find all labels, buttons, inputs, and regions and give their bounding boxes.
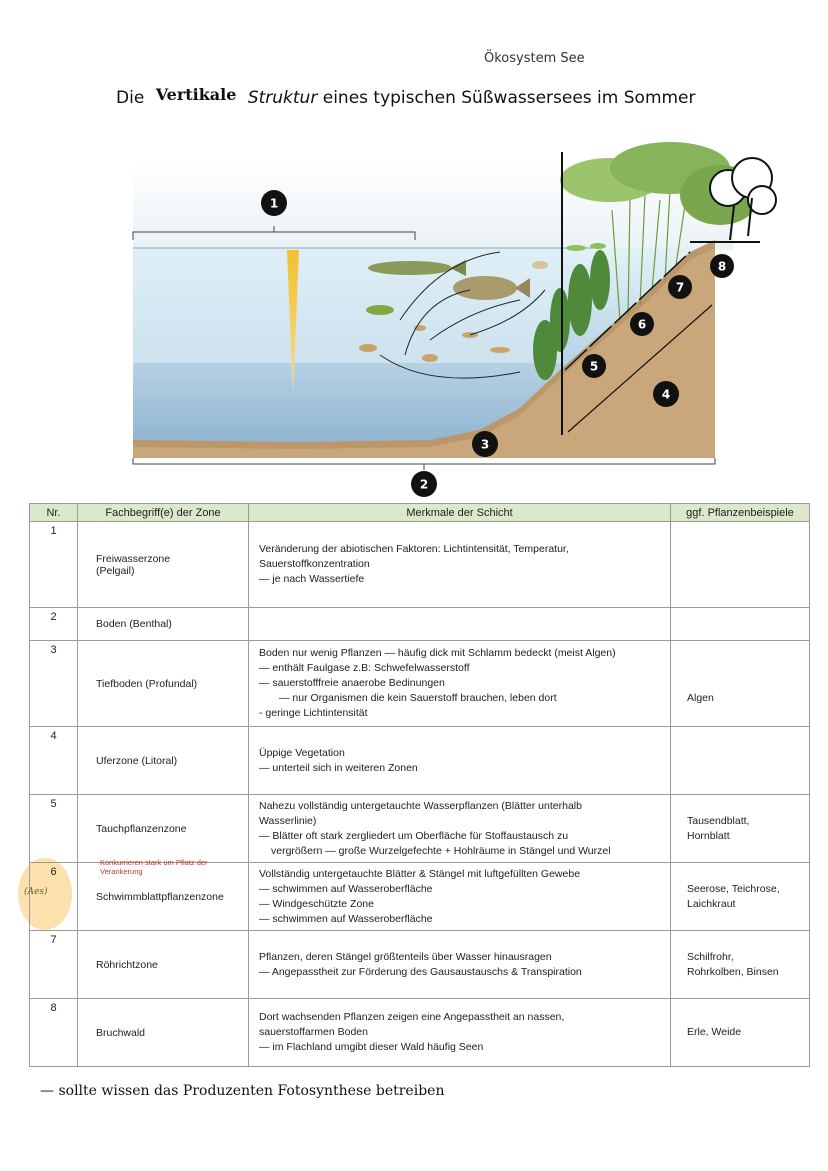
plant-line: Seerose, Teichrose, [687, 882, 780, 895]
marker-4 [653, 381, 679, 407]
zones-table [24, 503, 810, 1067]
pencil-annotation: Konkurrieren stark um Pflatz der Verankerung [100, 858, 208, 876]
marker-3-label: 3 [480, 437, 490, 452]
feature-line: sauerstoffarmen Boden [259, 1026, 368, 1038]
table-row [30, 727, 810, 795]
feature-line: — je nach Wassertiefe [259, 573, 365, 585]
row-number: 7 [30, 931, 78, 999]
marker-6-label: 6 [637, 317, 647, 332]
title-handwritten-word: Vertikale [155, 85, 237, 104]
plant-examples: Erle, Weide [671, 999, 810, 1067]
header-nr: Nr. [30, 504, 78, 522]
row-number: 2 [30, 608, 78, 641]
marker-1 [261, 190, 287, 216]
feature-line: Vollständig untergetauchte Blätter & Stängel mit luftgefüllten Gewebe [259, 867, 581, 880]
plant-examples [671, 931, 810, 999]
marker-2-label: 2 [419, 477, 429, 492]
feature-line: vergrößern — große Wurzelgefechte + Hohlräume in Stängel und Wurzel [271, 844, 611, 857]
marker-2 [411, 471, 437, 497]
zone-features [249, 522, 671, 608]
marker-3 [472, 431, 498, 457]
header-plants: ggf. Pflanzenbeispiele [671, 504, 810, 522]
row-number: 1 [30, 522, 78, 608]
marker-7-label: 7 [675, 280, 685, 295]
title-italic-word: Struktur [247, 88, 318, 108]
document-topic: Ökosystem See [484, 51, 585, 66]
feature-line: Veränderung der abiotischen Faktoren: Lichtintensität, Temperatur, [259, 543, 569, 555]
bracket-zone-2 [133, 458, 715, 470]
plant-examples [671, 522, 810, 608]
header-term: Fachbegriff(e) der Zone [78, 504, 249, 522]
page-title [116, 85, 696, 108]
marker-5-label: 5 [589, 359, 599, 374]
table-row [30, 522, 810, 608]
zone-term-line: (Pelgail) [96, 564, 135, 577]
row-number-label: 6 [50, 866, 57, 878]
zone-term: Uferzone (Litoral) [78, 727, 249, 795]
zone-term-line: Freiwasserzone [96, 552, 171, 565]
plant-examples: Algen [671, 641, 810, 727]
zone-term: Boden (Benthal) [78, 608, 249, 641]
table-row [30, 795, 810, 863]
plant-examples [671, 863, 810, 931]
marker-8-label: 8 [717, 259, 727, 274]
feature-line: — im Flachland umgibt dieser Wald häufig Seen [259, 1041, 484, 1053]
feature-line: Üppige Vegetation [259, 746, 345, 759]
plant-line: Laichkraut [687, 897, 736, 910]
feature-line: — enthält Faulgase z.B: Schwefelwasserstoff [259, 662, 470, 674]
table-row [30, 863, 810, 931]
zone-features [249, 727, 671, 795]
feature-line: - geringe Lichtintensität [259, 707, 368, 719]
row-number: 8 [30, 999, 78, 1067]
zone-features [249, 931, 671, 999]
footnote: — sollte wissen das Produzenten Fotosynthese betreiben [40, 1083, 445, 1099]
feature-line: — Angepasstheit zur Förderung des Gausaustauschs & Transpiration [259, 965, 582, 978]
plant-line: Schilfrohr, [687, 950, 734, 963]
row-number: 5 [30, 795, 78, 863]
zone-term: Bruchwald [78, 999, 249, 1067]
zone-features [249, 999, 671, 1067]
zone-features [249, 795, 671, 863]
zone-term: Schwimmblattpflanzenzone [78, 863, 249, 931]
feature-line: Pflanzen, deren Stängel größtenteils über Wasser hinausragen [259, 950, 552, 963]
zone-term: Tiefboden (Profundal) [78, 641, 249, 727]
header-features: Merkmale der Schicht [249, 504, 671, 522]
marker-7 [668, 275, 692, 299]
feature-line: — sauerstofffreie anaerobe Bedinungen [259, 677, 445, 689]
title-rest: eines typischen Süßwassersees im Sommer [322, 88, 696, 108]
zone-term [78, 522, 249, 608]
table-row [30, 931, 810, 999]
zone-term: Röhrichtzone [78, 931, 249, 999]
table-row [30, 641, 810, 727]
marker-5 [582, 354, 606, 378]
feature-line: Boden nur wenig Pflanzen — häufig dick mit Schlamm bedeckt (meist Algen) [259, 647, 616, 659]
feature-line: Sauerstoffkonzentration [259, 558, 370, 570]
feature-line: Wasserlinie) [259, 814, 317, 827]
zone-features [249, 608, 671, 641]
lake-cross-section-diagram [0, 140, 828, 502]
zone-features [249, 863, 671, 931]
table-row [30, 999, 810, 1067]
feature-line: — schwimmen auf Wasseroberfläche [259, 882, 433, 895]
feature-line: — Windgeschützte Zone [259, 897, 374, 910]
zone-features [249, 641, 671, 727]
title-prefix: Die [116, 88, 145, 108]
plant-examples [671, 795, 810, 863]
zone-term [78, 795, 249, 876]
feature-line: — Blätter oft stark zergliedert um Oberfläche für Stoffaustausch zu [259, 829, 569, 842]
table-row [30, 608, 810, 641]
table-header-row [30, 504, 810, 522]
row-number [24, 863, 78, 931]
plant-line: Tausendblatt, [687, 814, 750, 827]
feature-line: — unterteil sich in weiteren Zonen [259, 761, 418, 774]
plant-examples [671, 727, 810, 795]
zone-term-label: Tauchpflanzenzone [96, 822, 187, 835]
row-number: 3 [30, 641, 78, 727]
handwritten-note: (Aes) [24, 887, 48, 897]
feature-line: — nur Organismen die kein Sauerstoff brauchen, leben dort [279, 692, 557, 704]
plant-examples [671, 608, 810, 641]
marker-1-label: 1 [269, 196, 279, 211]
marker-8 [710, 254, 734, 278]
marker-4-label: 4 [661, 387, 671, 402]
marker-6 [630, 312, 654, 336]
feature-line: — schwimmen auf Wasseroberfläche [259, 912, 433, 925]
feature-line: Nahezu vollständig untergetauchte Wasserpflanzen (Blätter unterhalb [259, 799, 582, 812]
plant-line: Hornblatt [687, 829, 730, 842]
feature-line: Dort wachsenden Pflanzen zeigen eine Angepasstheit an nassen, [259, 1011, 565, 1023]
plant-line: Rohrkolben, Binsen [687, 965, 779, 978]
row-number: 4 [30, 727, 78, 795]
